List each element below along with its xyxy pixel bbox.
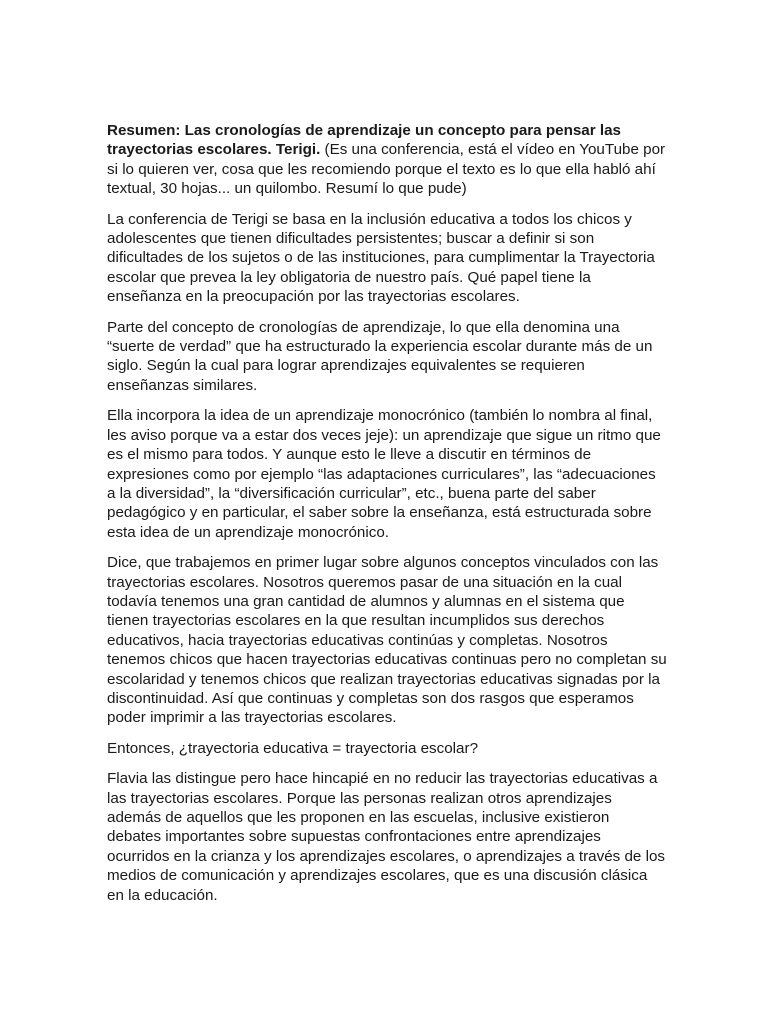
title-note: (Es una conferencia, está el vídeo en YouTube por si lo quieren ver, cosa que les recomiendo porque el texto es lo que ella habló ahí textual, 30 hojas... un quilombo. Resumí lo que pude) xyxy=(107,141,666,198)
body-paragraph-1: La conferencia de Terigi se basa en la inclusión educativa a todos los chicos y adolescentes que tienen dificultades persistentes; buscar a definir si son dificultades de los sujetos o de las instituciones, para cumplimentar la Trayectoria escolar que prevea la ley obligatoria de nuestro país. Qué papel tiene la enseñanza en la preocupación por las trayectorias escolares. xyxy=(107,210,655,306)
document-page xyxy=(107,121,667,916)
body-paragraph-3: Ella incorpora la idea de un aprendizaje monocrónico (también lo nombra al final, les aviso porque va a estar dos veces jeje): un aprendizaje que sigue un ritmo que es el mismo para todos. Y aunque esto le lleve a discutir en términos de expresiones como por ejemplo “las adaptaciones curriculares”, las “adecuaciones a la diversidad”, la “diversificación curricular”, etc., buena parte del saber pedagógico y en particular, el saber sobre la enseñanza, está estructurada sobre esta idea de un aprendizaje monocrónico. xyxy=(107,407,661,541)
body-paragraph-2: Parte del concepto de cronologías de aprendizaje, lo que ella denomina una “suerte de verdad” que ha estructurado la experiencia escolar durante más de un siglo. Según la cual para lograr aprendizajes equivalentes se requieren enseñanzas similares. xyxy=(107,318,653,394)
body-paragraph-6: Flavia las distingue pero hace hincapié en no reducir las trayectorias educativas a las trayectorias escolares. Porque las personas realizan otros aprendizajes además de aquellos que les proponen en las escuelas, inclusive existieron debates importantes sobre supuestas confrontaciones entre aprendizajes ocurridos en la crianza y los aprendizajes escolares, o aprendizajes a través de los medios de comunicación y aprendizajes escolares, que es una discusión clásica en la educación. xyxy=(107,770,666,904)
body-paragraph-4: Dice, que trabajemos en primer lugar sobre algunos conceptos vinculados con las trayectorias escolares. Nosotros queremos pasar de una situación en la cual todavía tenemos una gran cantidad de alumnos y alumnas en el sistema que tienen trayectorias escolares en la que resultan incumplidos sus derechos educativos, hacia trayectorias educativas continúas y completas. Nosotros tenemos chicos que hacen trayectorias educativas continuas pero no completan su escolaridad y tenemos chicos que realizan trayectorias educativas signadas por la discontinuidad. Así que continuas y completas son dos rasgos que esperamos poder imprimir a las trayectorias escolares. xyxy=(107,554,667,727)
document-title: Resumen: Las cronologías de aprendizaje un concepto para pensar las trayectorias escolares. Terigi. xyxy=(107,122,621,159)
title-paragraph xyxy=(107,121,667,199)
body-paragraph-5: Entonces, ¿trayectoria educativa = trayectoria escolar? xyxy=(107,739,479,757)
